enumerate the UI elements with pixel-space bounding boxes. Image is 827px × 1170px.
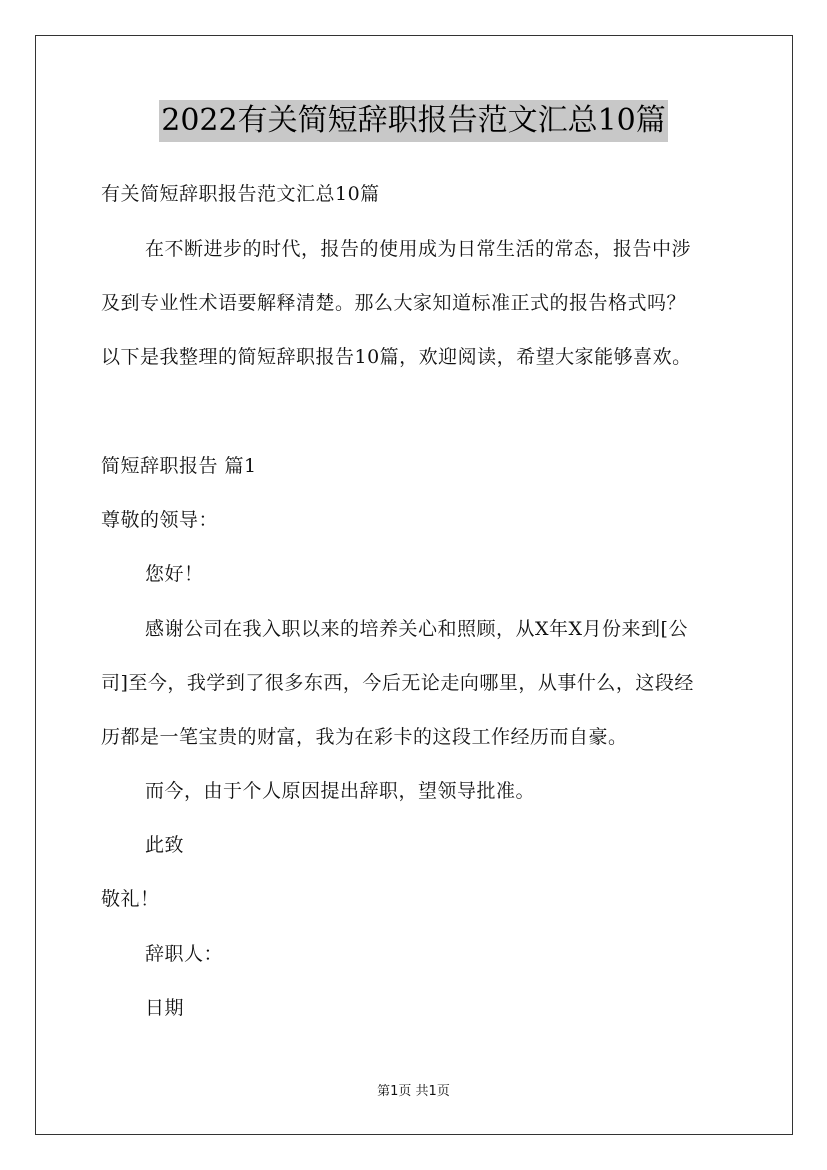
body-line-3: 历都是一笔宝贵的财富，我为在彩卡的这段工作经历而自豪。 bbox=[101, 726, 628, 748]
salutation: 尊敬的领导： bbox=[101, 509, 219, 531]
request-paragraph: 而今，由于个人原因提出辞职，望领导批准。 bbox=[145, 780, 536, 802]
page-footer bbox=[0, 1083, 827, 1101]
body-line-2: 司]至今，我学到了很多东西，今后无论走向哪里，从事什么，这段经 bbox=[101, 672, 694, 694]
date-label: 日期 bbox=[145, 997, 185, 1019]
signature-label: 辞职人： bbox=[145, 943, 224, 965]
closing-line-2: 敬礼！ bbox=[101, 888, 160, 910]
intro-line-2: 及到专业性术语要解释清楚。那么大家知道标准正式的报告格式吗？ bbox=[101, 292, 687, 314]
closing-line-1: 此致 bbox=[145, 834, 185, 856]
page-number: 第1页 共1页 bbox=[377, 1084, 450, 1099]
document-title: 2022有关简短辞职报告范文汇总10篇 bbox=[159, 100, 668, 142]
intro-line-1: 在不断进步的时代，报告的使用成为日常生活的常态，报告中涉 bbox=[145, 238, 692, 260]
document-subtitle: 有关简短辞职报告范文汇总10篇 bbox=[101, 183, 380, 205]
title-container bbox=[0, 100, 827, 142]
body-line-1: 感谢公司在我入职以来的培养关心和照顾，从X年X月份来到[公 bbox=[145, 618, 688, 640]
section-heading: 简短辞职报告 篇1 bbox=[101, 455, 257, 477]
intro-line-3: 以下是我整理的简短辞职报告10篇，欢迎阅读，希望大家能够喜欢。 bbox=[101, 346, 692, 368]
greeting: 您好！ bbox=[145, 563, 204, 585]
